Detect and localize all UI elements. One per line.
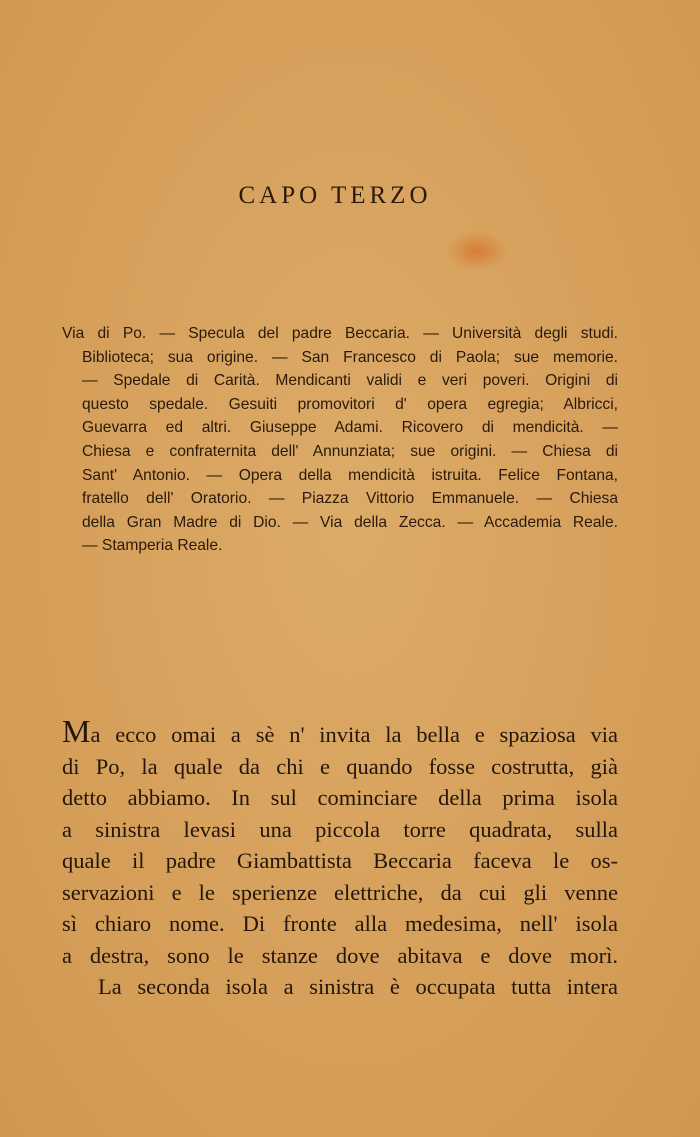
summary-line: Chiesa e confraternita dell' Annunziata; sue origini. — Chiesa di	[82, 442, 618, 460]
summary-line: della Gran Madre di Dio. — Via della Zecca. — Accademia Reale.	[82, 513, 618, 531]
body-line: quale il padre Giambattista Beccaria faceva le os-	[62, 848, 618, 873]
chapter-summary	[62, 322, 618, 558]
body-line: a sinistra levasi una piccola torre quadrata, sulla	[62, 816, 618, 842]
summary-line: — Stamperia Reale.	[82, 537, 223, 555]
drop-initial: M	[62, 713, 91, 749]
paper-stain	[447, 232, 507, 270]
body-line: servazioni e le sperienze elettriche, da cui gli venne	[62, 879, 618, 905]
body-line	[62, 713, 618, 751]
body-line: di Po, la quale da chi e quando fosse costrutta, già	[62, 753, 618, 779]
summary-line: Guevarra ed altri. Giuseppe Adami. Ricovero di mendicità. —	[82, 419, 618, 437]
body-line: sì chiaro nome. Di fronte alla medesima, nell' isola	[62, 911, 618, 936]
body-line: La seconda isola a sinistra è occupata tutta intera	[98, 974, 618, 999]
summary-line: Sant' Antonio. — Opera della mendicità istruita. Felice Fontana,	[82, 466, 618, 484]
summary-line: questo spedale. Gesuiti promovitori d' opera egregia; Albricci,	[82, 395, 618, 413]
summary-line: fratello dell' Oratorio. — Piazza Vittorio Emmanuele. — Chiesa	[82, 490, 618, 508]
summary-line: Biblioteca; sua origine. — San Francesco di Paola; sue memorie.	[82, 348, 618, 366]
body-line-rest: a ecco omai a sè n' invita la bella e spaziosa via	[90, 722, 618, 747]
body-line: a destra, sono le stanze dove abitava e dove morì.	[62, 942, 618, 968]
body-line: detto abbiamo. In sul cominciare della prima isola	[62, 785, 618, 810]
chapter-title: CAPO TERZO	[238, 182, 432, 209]
body-paragraph	[62, 713, 618, 1003]
summary-line: Via di Po. — Specula del padre Beccaria. — Università degli studi.	[62, 325, 618, 342]
summary-line: — Spedale di Carità. Mendicanti validi e veri poveri. Origini di	[82, 372, 618, 390]
